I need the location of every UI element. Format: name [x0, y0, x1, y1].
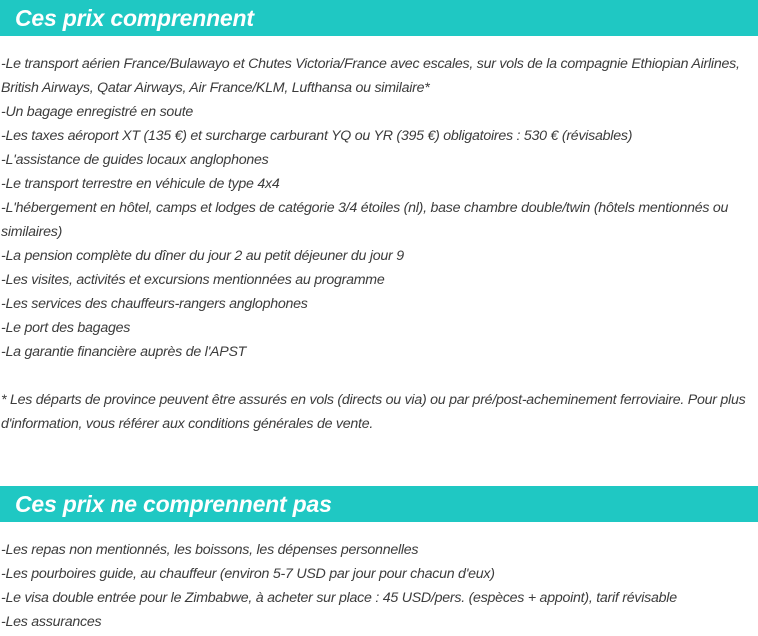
list-item: -Le transport aérien France/Bulawayo et Chutes Victoria/France avec escales, sur vols de la compagnie Ethiopian Airlines, British Airways, Qatar Airways, Air France/KLM, Lufthansa ou similaire*	[1, 56, 740, 96]
list-item: -L'hébergement en hôtel, camps et lodges de catégorie 3/4 étoiles (nl), base chambre double/twin (hôtels mentionnés ou similaires)	[1, 200, 729, 240]
list-item: -Les visites, activités et excursions mentionnées au programme	[1, 272, 385, 288]
section-excluded	[0, 486, 758, 634]
list-item: -Le port des bagages	[1, 320, 131, 336]
footnote: * Les départs de province peuvent être assurés en vols (directs ou via) ou par pré/post-acheminement ferroviaire. Pour plus d'information, vous référer aux conditions générales de vente.	[1, 392, 746, 432]
list-item: -L'assistance de guides locaux anglophones	[1, 152, 269, 168]
list-item: -Les pourboires guide, au chauffeur (environ 5-7 USD par jour pour chacun d'eux)	[1, 566, 495, 582]
list-item: -Un bagage enregistré en soute	[1, 104, 194, 120]
excluded-title: Ces prix ne comprennent pas	[15, 491, 332, 517]
included-title: Ces prix comprennent	[15, 5, 254, 31]
list-item: -Le visa double entrée pour le Zimbabwe, à acheter sur place : 45 USD/pers. (espèces + appoint), tarif révisable	[1, 590, 677, 606]
spacer	[1, 364, 752, 388]
list-item: -Les assurances	[1, 614, 102, 630]
excluded-header	[0, 486, 758, 522]
list-item: -Le transport terrestre en véhicule de type 4x4	[1, 176, 280, 192]
list-item: -Les services des chauffeurs-rangers anglophones	[1, 296, 308, 312]
list-item: -Les taxes aéroport XT (135 €) et surcharge carburant YQ ou YR (395 €) obligatoires : 530 € (révisables)	[1, 128, 633, 144]
list-item: -La pension complète du dîner du jour 2 au petit déjeuner du jour 9	[1, 248, 404, 264]
list-item: -La garantie financière auprès de l'APST	[1, 344, 247, 360]
included-list	[0, 52, 758, 436]
list-item: -Les repas non mentionnés, les boissons, les dépenses personnelles	[1, 542, 419, 558]
excluded-list	[0, 538, 758, 634]
included-header	[0, 0, 758, 36]
